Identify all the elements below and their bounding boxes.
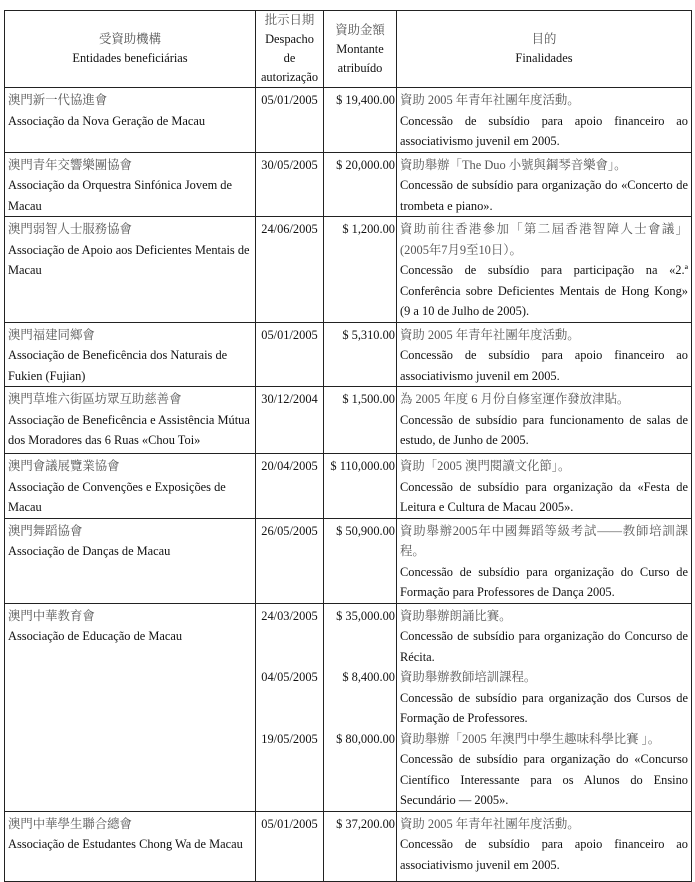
grant-date: 30/05/2005 (261, 157, 318, 172)
amount-cell (324, 88, 397, 153)
grant-purpose (400, 90, 688, 152)
grant-amount: $ 1,200.00 (342, 222, 395, 236)
amount-cell (324, 603, 397, 811)
grant-date: 24/06/2005 (261, 222, 318, 236)
grant-amount: $ 110,000.00 (330, 459, 395, 473)
amount-cell (324, 811, 397, 881)
date-cell (256, 811, 324, 881)
grant-purpose (400, 814, 688, 876)
purpose-pt: Concessão de subsídio para organização dos Cursos de Formação de Professores. (400, 690, 688, 725)
table-row (5, 518, 692, 603)
grant-purpose (400, 389, 688, 451)
header-amount-zh: 資助金額 (335, 22, 385, 37)
entity-cell (5, 152, 256, 217)
header-purpose-zh: 目的 (531, 32, 557, 46)
entity-pt: Associação de Estudantes Chong Wa de Macau (8, 837, 243, 851)
table-row (5, 217, 692, 323)
date-cell (256, 152, 324, 217)
grant-purpose (400, 219, 688, 322)
header-amount-pt: Montante atribuído (336, 41, 384, 75)
entity-zh: 澳門青年交響樂團協會 (8, 157, 132, 172)
purpose-pt: Concessão de subsídio para organização do Concurso de Récita. (400, 629, 688, 664)
entity-zh: 澳門新一代協進會 (8, 93, 108, 107)
header-date-zh: 批示日期 (264, 13, 315, 27)
purpose-cell (397, 811, 692, 881)
table-row (5, 152, 692, 217)
purpose-cell (397, 322, 692, 387)
purpose-pt: Concessão de subsídio para organização do Curso de Formação para Professores de Dança 2005. (400, 564, 688, 599)
purpose-pt: Concessão de subsídio para apoio financeiro ao associativismo juvenil em 2005. (400, 348, 688, 383)
entity-zh: 澳門會議展覽業協會 (8, 459, 120, 473)
entity-zh: 澳門福建同鄉會 (8, 327, 95, 342)
header-date (256, 11, 324, 88)
grant-date: 05/01/2005 (261, 816, 318, 831)
grant-purpose (400, 325, 688, 387)
entity-cell (5, 387, 256, 454)
purpose-pt: Concessão de subsídio para participação na «2.ª Conferência sobre Deficientes Mentais de Hong Kong» (9 a 10 de Julho de 2005). (400, 263, 688, 318)
header-entity-zh: 受資助機構 (99, 32, 161, 46)
entity-pt: Associação de Convenções e Exposições de Macau (8, 479, 226, 514)
header-date-pt: Despacho de autorização (260, 32, 319, 84)
grant-purpose (400, 456, 688, 518)
table-row (5, 811, 692, 881)
entity-zh: 澳門舞蹈協會 (8, 523, 83, 538)
entity-cell (5, 454, 256, 519)
table-row (5, 88, 692, 153)
entity-cell (5, 217, 256, 323)
grant-date: 30/12/2004 (261, 392, 318, 406)
grant-purpose (400, 667, 688, 729)
purpose-cell (397, 152, 692, 217)
grant-amount: $ 35,000.00 (336, 608, 395, 623)
amount-cell (324, 518, 397, 603)
grant-purpose (400, 521, 688, 603)
purpose-zh: 資助「2005 澳門閱讀文化節」。 (400, 459, 571, 473)
entity-pt: Associação da Orquestra Sinfónica Jovem de Macau (8, 178, 232, 213)
table-row (5, 454, 692, 519)
table-row (5, 322, 692, 387)
purpose-pt: Concessão de subsídio para organização do «Concurso Científico Interessante para os Alunos do Ensino Secundário — 2005». (400, 752, 688, 807)
grant-date: 19/05/2005 (261, 731, 318, 746)
grant-date: 05/01/2005 (261, 93, 318, 107)
purpose-zh: 資助前往香港參加「第二屆香港智障人士會議」(2005年7月9至10日）。 (400, 222, 688, 257)
purpose-pt: Concessão de subsídio para apoio financeiro ao associativismo juvenil em 2005. (400, 837, 688, 872)
purpose-cell (397, 88, 692, 153)
purpose-zh: 為 2005 年度 6 月份自修室運作發放津貼。 (400, 392, 630, 406)
grant-amount: $ 1,500.00 (342, 392, 395, 406)
table-row (5, 387, 692, 454)
purpose-zh: 資助舉辦2005年中國舞蹈等級考試——教師培訓課程。 (400, 523, 688, 558)
grant-amount: $ 80,000.00 (336, 731, 395, 746)
purpose-pt: Concessão de subsídio para apoio financeiro ao associativismo juvenil em 2005. (400, 113, 688, 148)
grant-date: 24/03/2005 (261, 608, 318, 623)
grant-amount: $ 8,400.00 (342, 670, 395, 684)
purpose-cell (397, 603, 692, 811)
date-cell (256, 217, 324, 323)
purpose-pt: Concessão de subsídio para funcionamento de salas de estudo, de Junho de 2005. (400, 412, 688, 447)
amount-cell (324, 454, 397, 519)
entity-zh: 澳門草堆六街區坊眾互助慈善會 (8, 392, 182, 406)
purpose-zh: 資助 2005 年青年社團年度活動。 (400, 93, 580, 107)
grant-date: 20/04/2005 (261, 459, 318, 473)
grant-date: 26/05/2005 (261, 523, 318, 538)
date-cell (256, 88, 324, 153)
grant-purpose (400, 155, 688, 217)
header-amount (324, 11, 397, 88)
grant-purpose (400, 729, 688, 811)
date-cell (256, 322, 324, 387)
header-purpose (397, 11, 692, 88)
header-entity-pt: Entidades beneficiárias (72, 51, 188, 65)
entity-zh: 澳門中華教育會 (8, 608, 95, 623)
entity-cell (5, 603, 256, 811)
grant-date: 04/05/2005 (261, 670, 318, 684)
date-cell (256, 603, 324, 811)
entity-pt: Associação de Danças de Macau (8, 544, 171, 558)
entity-pt: Associação de Beneficência e Assistência Mútua dos Moradores das 6 Ruas «Chou Toi» (8, 412, 250, 447)
grant-amount: $ 5,310.00 (342, 327, 395, 342)
entity-pt: Associação de Educação de Macau (8, 629, 183, 643)
table-row (5, 603, 692, 811)
entity-pt: Associação de Beneficência dos Naturais de Fukien (Fujian) (8, 348, 228, 383)
purpose-cell (397, 518, 692, 603)
purpose-pt: Concessão de subsídio para organização do «Concerto de trombeta e piano». (400, 178, 688, 213)
purpose-pt: Concessão de subsídio para organização da «Festa de Leitura e Cultura de Macau 2005». (400, 479, 688, 514)
grant-amount: $ 50,900.00 (336, 523, 395, 538)
grant-amount: $ 19,400.00 (336, 93, 395, 107)
purpose-cell (397, 454, 692, 519)
entity-pt: Associação da Nova Geração de Macau (8, 113, 206, 128)
grant-purpose (400, 606, 688, 668)
purpose-zh: 資助舉辦朗誦比賽。 (400, 608, 512, 623)
date-cell (256, 454, 324, 519)
entity-pt: Associação de Apoio aos Deficientes Mentais de Macau (8, 242, 250, 277)
purpose-cell (397, 217, 692, 323)
purpose-zh: 資助 2005 年青年社團年度活動。 (400, 327, 580, 342)
grant-amount: $ 20,000.00 (336, 157, 395, 172)
purpose-cell (397, 387, 692, 454)
header-purpose-pt: Finalidades (515, 51, 573, 65)
purpose-zh: 資助舉辦「2005 年澳門中學生趣味科學比賽 」。 (400, 731, 661, 746)
date-cell (256, 518, 324, 603)
table-header (5, 11, 692, 88)
header-entity (5, 11, 256, 88)
grant-date: 05/01/2005 (261, 327, 318, 342)
entity-cell (5, 518, 256, 603)
date-cell (256, 387, 324, 454)
purpose-zh: 資助 2005 年青年社團年度活動。 (400, 816, 580, 831)
purpose-zh: 資助舉辦「The Duo 小號與鋼琴音樂會」。 (400, 157, 627, 172)
entity-zh: 澳門中華學生聯合總會 (8, 816, 132, 831)
amount-cell (324, 152, 397, 217)
entity-cell (5, 811, 256, 881)
grant-amount: $ 37,200.00 (336, 816, 395, 831)
purpose-zh: 資助舉辦教師培訓課程。 (400, 670, 537, 684)
amount-cell (324, 217, 397, 323)
amount-cell (324, 322, 397, 387)
amount-cell (324, 387, 397, 454)
entity-cell (5, 88, 256, 153)
subsidy-table (4, 10, 692, 882)
entity-cell (5, 322, 256, 387)
entity-zh: 澳門弱智人士服務協會 (8, 222, 132, 236)
